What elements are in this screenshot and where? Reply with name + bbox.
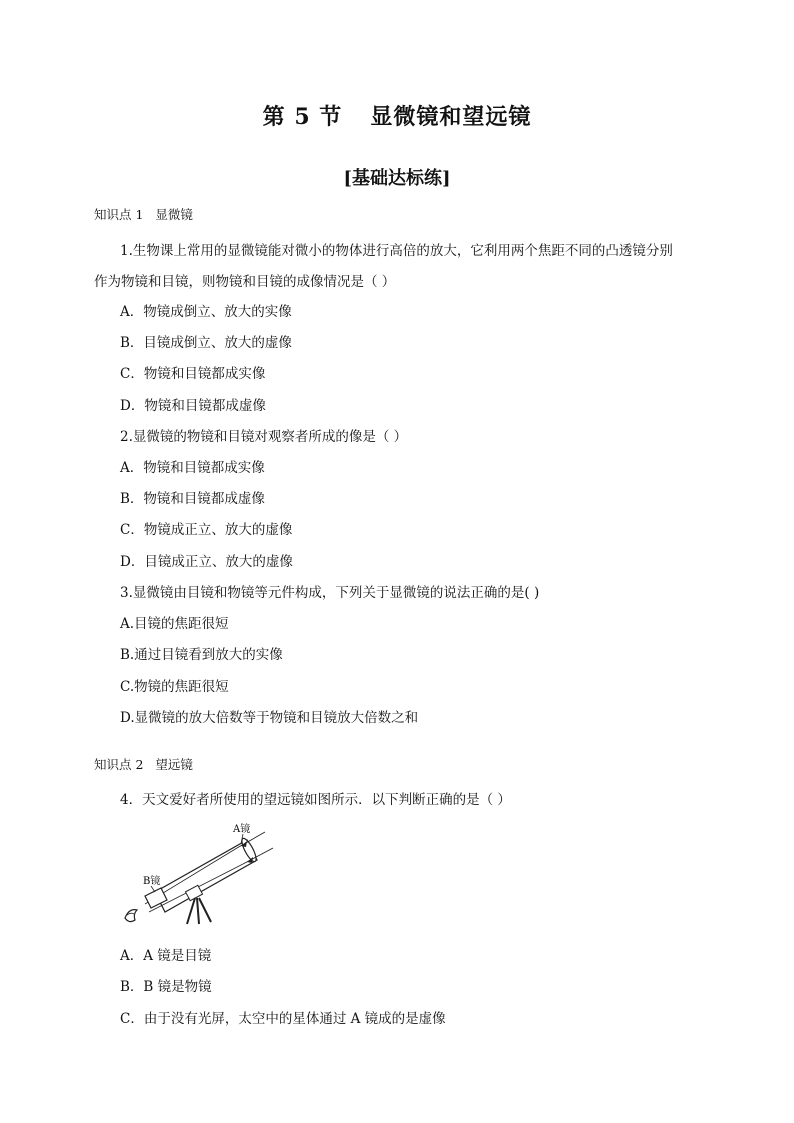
tripod-leg-3 <box>199 898 211 922</box>
knowledge-point-2 <box>94 755 193 773</box>
knowledge-point-1 <box>94 205 193 223</box>
question-2-stem: 2.显微镜的物镜和目镜对观察者所成的像是（ ） <box>120 429 408 445</box>
tripod-leg-2 <box>197 898 199 924</box>
question-3-option-d: D.显微镜的放大倍数等于物镜和目镜放大倍数之和 <box>120 710 419 726</box>
question-4-option-a: A．A 镜是目镜 <box>120 948 212 964</box>
question-1-option-a: A．物镜成倒立、放大的实像 <box>120 304 292 320</box>
knowledge-point-name: 显微镜 <box>155 207 193 222</box>
question-3-option-c: C.物镜的焦距很短 <box>120 679 229 695</box>
question-3-stem: 3.显微镜由目镜和物镜等元件构成，下列关于显微镜的说法正确的是( ) <box>120 585 540 601</box>
knowledge-point-name: 望远镜 <box>155 757 193 772</box>
telescope-figure <box>115 818 285 930</box>
question-2-option-c: C．物镜成正立、放大的虚像 <box>120 522 293 538</box>
question-1-option-b: B．目镜成倒立、放大的虚像 <box>120 335 292 351</box>
question-4-option-b: B．B 镜是物镜 <box>120 979 212 995</box>
question-1-stem-line-2: 作为物镜和目镜，则物镜和目镜的成像情况是（ ） <box>94 274 396 290</box>
question-1-option-d: D．物镜和目镜都成虚像 <box>120 398 266 414</box>
chapter-number: 第 5 节 <box>262 104 343 130</box>
observer-eye-icon <box>125 910 137 922</box>
question-2-option-b: B．物镜和目镜都成虚像 <box>120 491 265 507</box>
question-1-option-c: C．物镜和目镜都成实像 <box>120 366 266 382</box>
section-subtitle: [基础达标练] <box>343 168 451 189</box>
b-mirror-label: B镜 <box>143 876 161 887</box>
question-2-option-d: D．目镜成正立、放大的虚像 <box>120 554 293 570</box>
question-4-option-c: C．由于没有光屏，太空中的星体通过 A 镜成的是虚像 <box>120 1011 446 1027</box>
tripod-leg-1 <box>187 898 195 924</box>
question-3-option-b: B.通过目镜看到放大的实像 <box>120 647 283 663</box>
question-4-stem: 4．天文爱好者所使用的望远镜如图所示．以下判断正确的是（ ） <box>120 792 511 808</box>
chapter-name: 显微镜和望远镜 <box>370 104 532 130</box>
knowledge-point-label: 知识点 2 <box>94 757 144 772</box>
page-title <box>0 100 794 131</box>
knowledge-point-label: 知识点 1 <box>94 207 144 222</box>
question-2-option-a: A．物镜和目镜都成实像 <box>120 460 265 476</box>
a-mirror-label: A镜 <box>233 824 251 835</box>
question-3-option-a: A.目镜的焦距很短 <box>120 616 229 632</box>
question-1-stem-line-1: 1.生物课上常用的显微镜能对微小的物体进行高倍的放大，它利用两个焦距不同的凸透镜分别 <box>120 243 673 259</box>
